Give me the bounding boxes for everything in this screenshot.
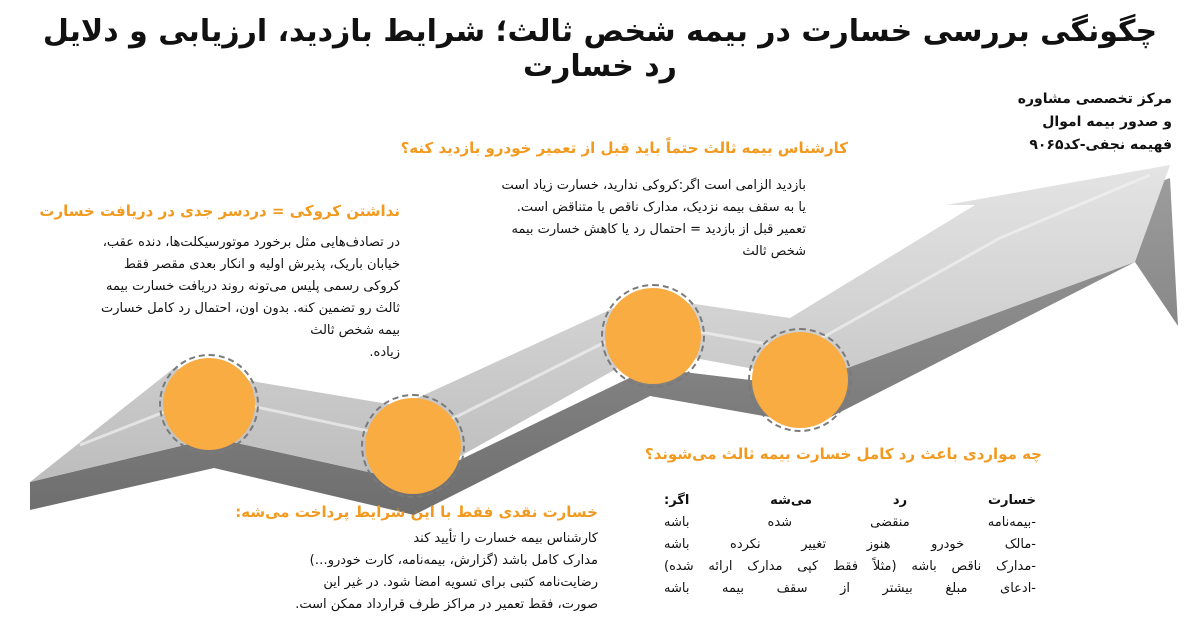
section-heading-inspection: کارشناس بیمه ثالث حتماً باید قبل از تعمیر خودرو بازدید کنه؟ — [400, 139, 848, 157]
text-line: کروکی رسمی پلیس می‌تونه روند دریافت خسارت بیمه — [105, 279, 400, 294]
section-text-inspection — [452, 175, 806, 263]
timeline-circle-1 — [163, 358, 255, 450]
text-line: یا به سقف بیمه نزدیک، مدارک ناقص یا متناقض است. — [516, 200, 806, 215]
list-item: -مالک خودرو هنوز تغییر نکرده باشه — [664, 537, 1036, 552]
rejection-lead: خسارت رد می‌شه اگر: — [664, 493, 1036, 508]
section-heading-rejection: چه مواردی باعث رد کامل خسارت بیمه ثالث می‌شوند؟ — [644, 445, 1042, 463]
list-item: -مدارک ناقص باشه (مثلاً فقط کپی مدارک ارائه شده) — [664, 559, 1036, 574]
text-line: تعمیر قبل از بازدید = احتمال رد یا کاهش خسارت بیمه — [511, 222, 806, 237]
text-line: شخص ثالث — [742, 244, 806, 259]
text-line: ثالث رو تضمین کنه. بدون اون، احتمال رد کامل خسارت — [100, 301, 400, 316]
section-list-rejection — [664, 490, 1036, 600]
brand-line: و صدور بیمه اموال — [1042, 114, 1172, 130]
text-line: خیابان باریک، پذیرش اولیه و انکار بعدی مقصر فقط — [123, 257, 400, 272]
text-line: رضایت‌نامه کتبی برای تسویه امضا شود. در غیر این — [323, 575, 598, 590]
list-item: -بیمه‌نامه منقضی شده باشه — [664, 515, 1036, 530]
list-item: -ادعای مبلغ بیشتر از سقف بیمه باشه — [664, 581, 1036, 596]
brand-line: مرکز تخصصی مشاوره — [1017, 91, 1172, 107]
timeline-circle-4 — [752, 332, 848, 428]
text-line: صورت، فقط تعمیر در مراکز طرف قرارداد ممکن است. — [295, 597, 598, 612]
brand-line: فهیمه نجفی-کد۹۰۶۵ — [1029, 137, 1172, 153]
text-line: مدارک کامل باشد (گزارش، بیمه‌نامه، کارت خودرو…) — [309, 553, 598, 568]
text-line: در تصادف‌هایی مثل برخورد موتورسیکلت‌ها، دنده عقب، — [102, 235, 400, 250]
text-line: زیاده. — [369, 345, 400, 360]
section-heading-cash: خسارت نقدی فقط با این شرایط پرداخت می‌شه: — [235, 503, 598, 521]
timeline-circle-3 — [605, 288, 701, 384]
text-line: کارشناس بیمه خسارت را تأیید کند — [413, 531, 598, 546]
section-heading-kroki: نداشتن کروکی = دردسر جدی در دریافت خسارت — [39, 202, 400, 220]
text-line: بازدید الزامی است اگر:کروکی ندارید، خسارت زیاد است — [501, 178, 806, 193]
timeline-circle-2 — [365, 398, 461, 494]
text-line: بیمه شخص ثالث — [310, 323, 400, 338]
section-text-kroki — [48, 232, 400, 364]
section-text-cash — [262, 528, 598, 616]
page-title: چگونگی بررسی خسارت در بیمه شخص ثالث؛ شرایط بازدید، ارزیابی و دلایل رد خسارت — [42, 14, 1158, 84]
brand-block — [982, 88, 1172, 157]
